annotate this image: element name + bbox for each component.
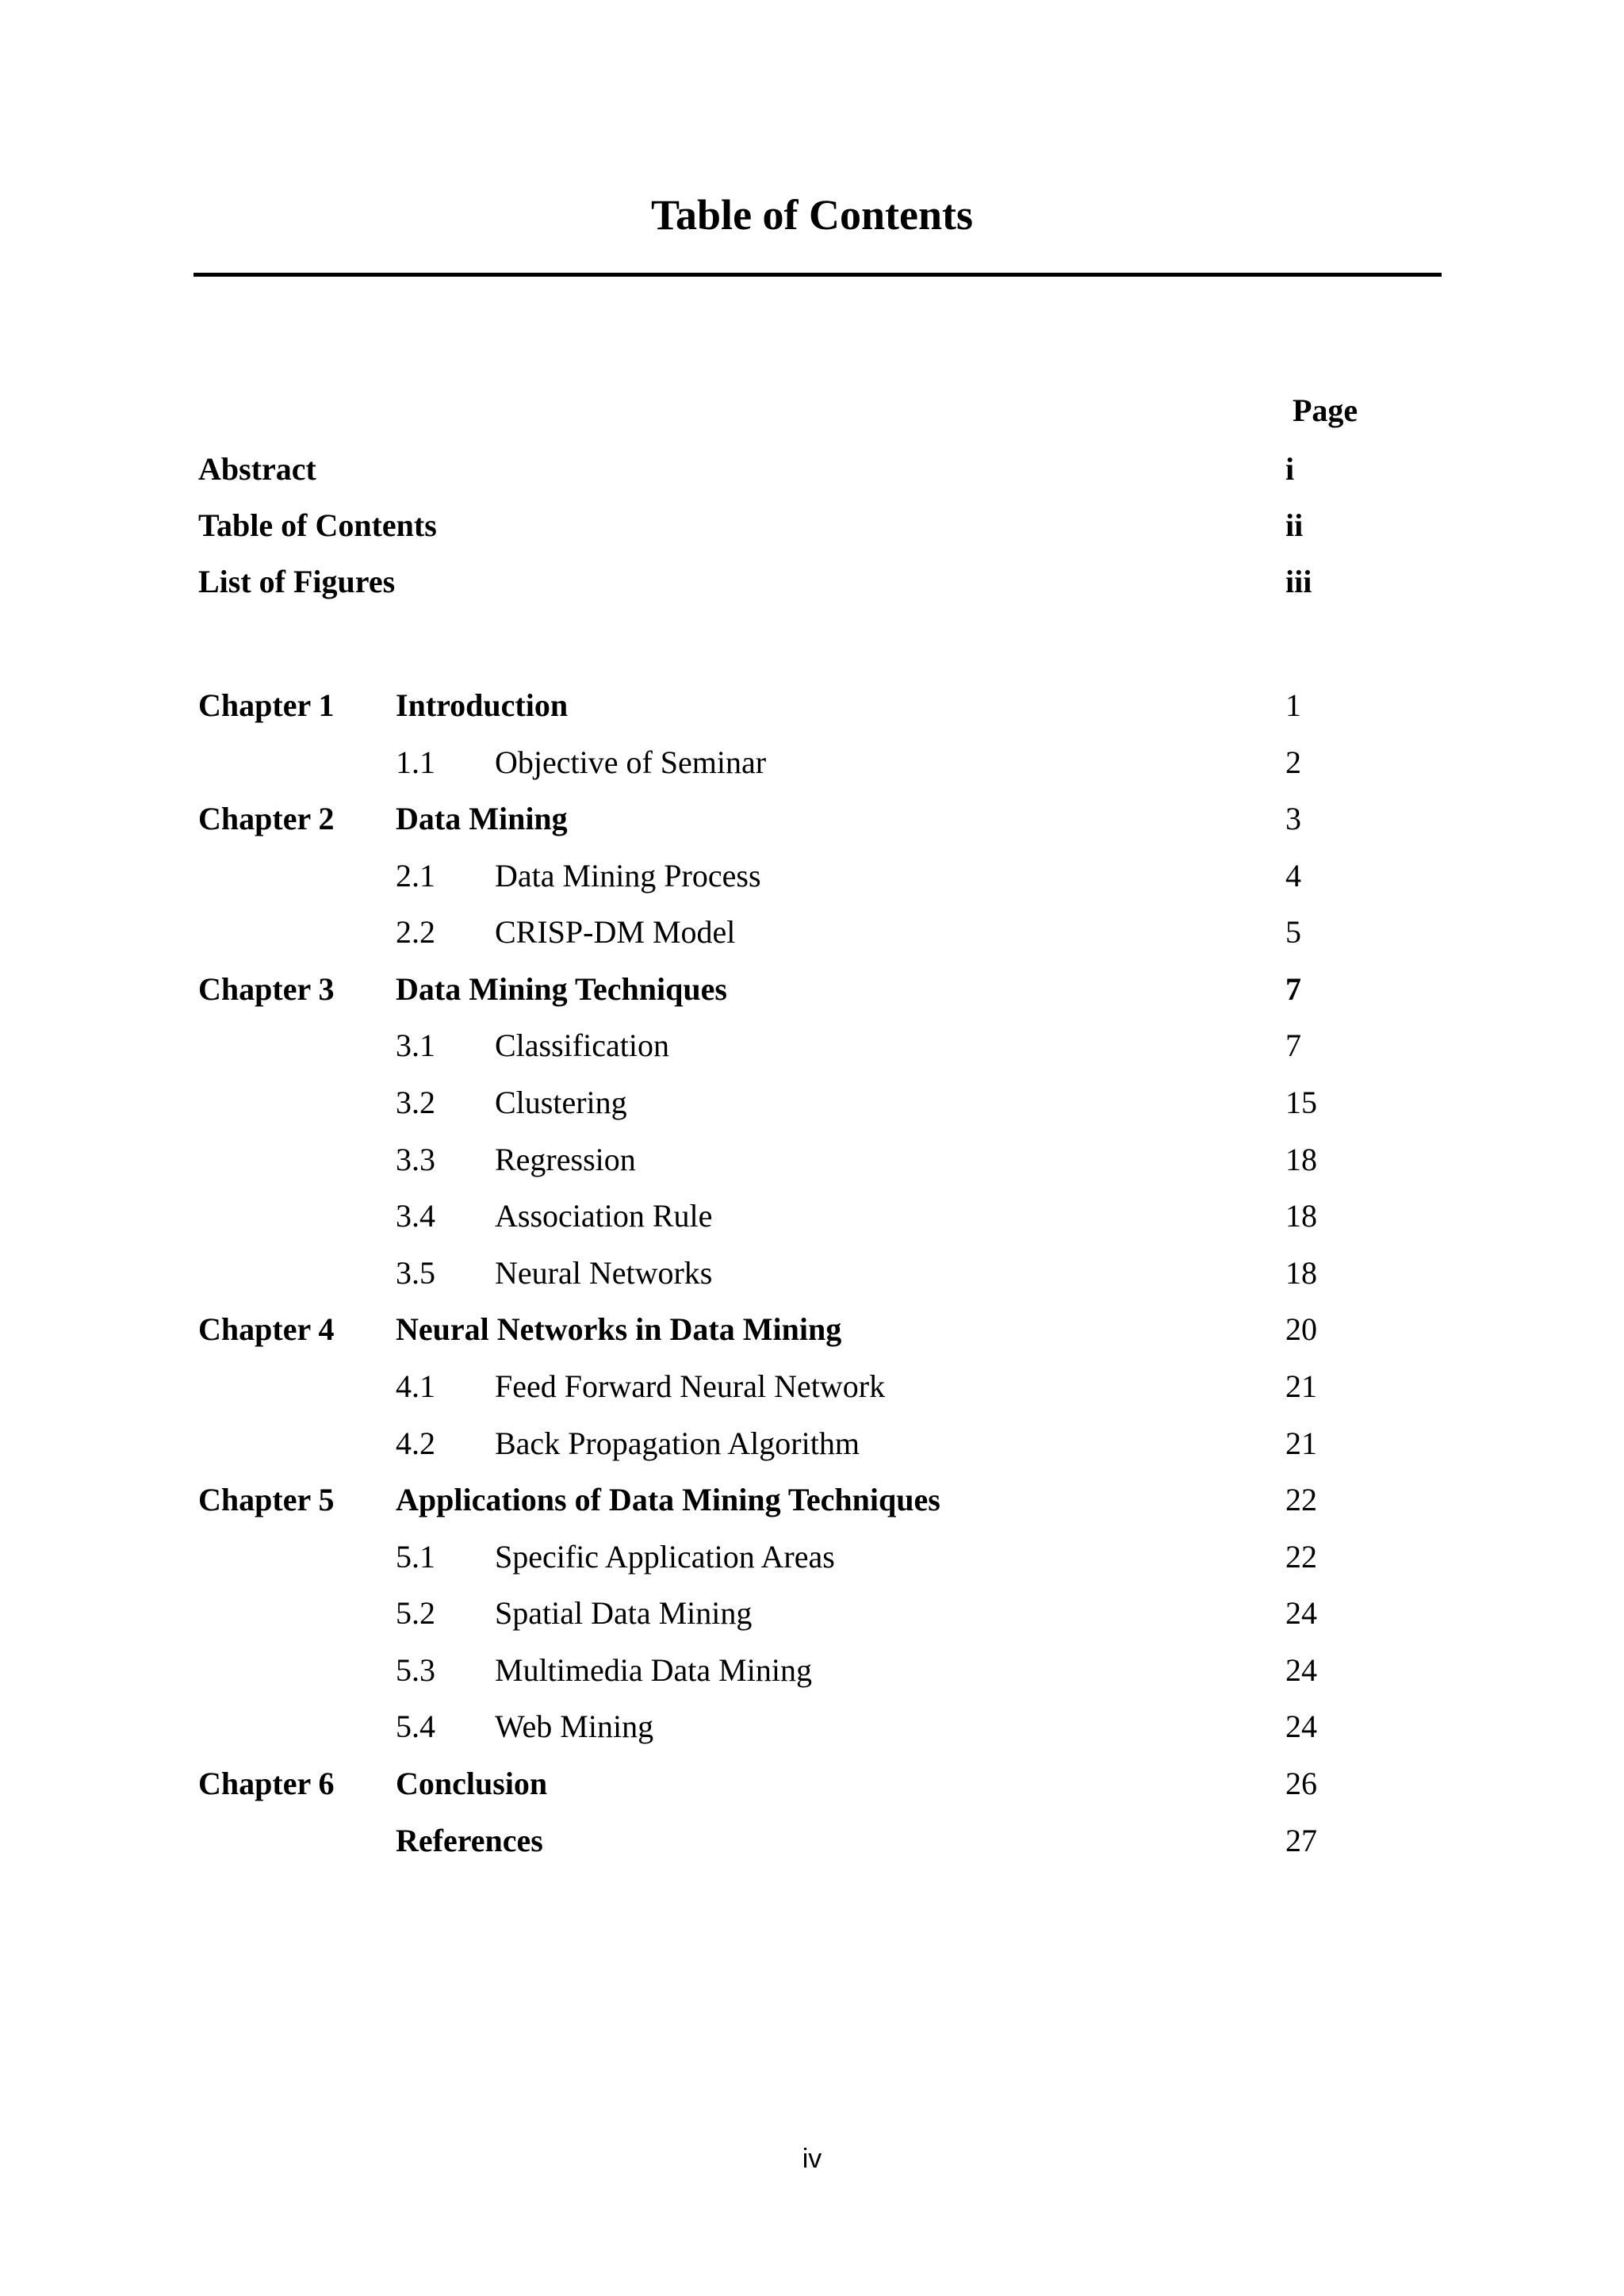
toc-section-2-1 (0, 860, 1624, 908)
section-title: Objective of Seminar (495, 744, 767, 780)
section-page: 7 (1285, 1027, 1301, 1063)
section-title: Multimedia Data Mining (495, 1652, 812, 1688)
toc-entry-label: Table of Contents (198, 507, 437, 543)
chapter-label: Chapter 5 (198, 1482, 335, 1517)
section-number: 3.5 (396, 1255, 435, 1291)
toc-entry-table-of-contents (0, 507, 1624, 557)
chapter-title: Introduction (396, 687, 569, 723)
section-title: Back Propagation Algorithm (495, 1425, 860, 1461)
chapter-page: 7 (1285, 971, 1301, 1007)
section-number: 5.2 (396, 1595, 435, 1631)
chapter-label: Chapter 2 (198, 801, 335, 836)
section-page: 4 (1285, 858, 1301, 894)
section-title: Neural Networks (495, 1255, 713, 1291)
section-page: 18 (1285, 1142, 1317, 1177)
section-number: 3.2 (396, 1085, 435, 1120)
toc-section-5-4 (0, 1711, 1624, 1758)
section-title: Association Rule (495, 1198, 713, 1234)
section-title: Regression (495, 1142, 636, 1177)
section-number: 5.4 (396, 1709, 435, 1744)
toc-chapter-1 (0, 687, 1624, 737)
section-title: CRISP-DM Model (495, 914, 736, 950)
section-title: Classification (495, 1027, 669, 1063)
section-number: 4.1 (396, 1368, 435, 1404)
toc-entry-label: List of Figures (198, 564, 396, 599)
toc-entry-page: i (1285, 451, 1295, 487)
section-page: 5 (1285, 914, 1301, 950)
chapter-title: Applications of Data Mining Techniques (396, 1482, 940, 1517)
section-page: 24 (1285, 1595, 1317, 1631)
references-page: 27 (1285, 1823, 1317, 1858)
toc-chapter-6 (0, 1768, 1624, 1816)
chapter-page: 20 (1285, 1311, 1317, 1347)
toc-section-1-1 (0, 744, 1624, 794)
chapter-label: Chapter 4 (198, 1311, 335, 1347)
toc-entry-page: iii (1285, 564, 1312, 599)
section-number: 3.3 (396, 1142, 435, 1177)
section-title: Data Mining Process (495, 858, 761, 894)
toc-entry-abstract (0, 453, 1624, 501)
chapter-page: 26 (1285, 1766, 1317, 1801)
toc-entry-list-of-figures (0, 566, 1624, 614)
section-title: Clustering (495, 1085, 627, 1120)
toc-chapter-2 (0, 803, 1624, 851)
toc-section-2-2 (0, 916, 1624, 964)
section-page: 18 (1285, 1255, 1317, 1291)
section-number: 5.3 (396, 1652, 435, 1688)
chapter-label: Chapter 3 (198, 971, 335, 1007)
toc-entry-page: ii (1285, 507, 1304, 543)
chapter-page: 3 (1285, 801, 1301, 836)
section-number: 5.1 (396, 1539, 435, 1575)
section-page: 22 (1285, 1539, 1317, 1575)
footer-page-number: iv (802, 2144, 822, 2174)
section-number: 4.2 (396, 1425, 435, 1461)
toc-chapter-4 (0, 1311, 1624, 1361)
section-number: 1.1 (396, 744, 435, 780)
section-page: 21 (1285, 1368, 1317, 1404)
section-page: 2 (1285, 744, 1301, 780)
references-title: References (396, 1823, 543, 1858)
section-page: 24 (1285, 1652, 1317, 1688)
page-title: Table of Contents (650, 191, 974, 239)
section-page: 15 (1285, 1085, 1317, 1120)
toc-section-5-1 (0, 1541, 1624, 1589)
toc-section-3-5 (0, 1257, 1624, 1305)
section-title: Feed Forward Neural Network (495, 1368, 886, 1404)
chapter-title: Conclusion (396, 1766, 548, 1801)
section-page: 18 (1285, 1198, 1317, 1234)
toc-section-3-1 (0, 1027, 1624, 1077)
toc-section-5-2 (0, 1595, 1624, 1645)
section-page: 21 (1285, 1425, 1317, 1461)
section-number: 3.1 (396, 1027, 435, 1063)
toc-section-5-3 (0, 1652, 1624, 1702)
section-number: 3.4 (396, 1198, 435, 1234)
toc-entry-label: Abstract (198, 451, 316, 487)
toc-chapter-5 (0, 1484, 1624, 1532)
toc-section-3-3 (0, 1144, 1624, 1192)
toc-section-3-4 (0, 1200, 1624, 1248)
section-title: Web Mining (495, 1709, 654, 1744)
toc-section-4-2 (0, 1425, 1624, 1475)
toc-chapter-3 (0, 971, 1624, 1021)
toc-section-3-2 (0, 1087, 1624, 1135)
section-number: 2.1 (396, 858, 435, 894)
page-column-header: Page (1293, 392, 1358, 428)
toc-references (0, 1825, 1624, 1873)
toc-section-4-1 (0, 1368, 1624, 1418)
section-number: 2.2 (396, 914, 435, 950)
chapter-title: Neural Networks in Data Mining (396, 1311, 842, 1347)
title-divider (193, 273, 1442, 277)
chapter-page: 1 (1285, 687, 1301, 723)
chapter-page: 22 (1285, 1482, 1317, 1517)
chapter-label: Chapter 6 (198, 1766, 335, 1801)
section-title: Spatial Data Mining (495, 1595, 753, 1631)
section-page: 24 (1285, 1709, 1317, 1744)
chapter-label: Chapter 1 (198, 687, 335, 723)
section-title: Specific Application Areas (495, 1539, 835, 1575)
chapter-title: Data Mining (396, 801, 568, 836)
chapter-title: Data Mining Techniques (396, 971, 727, 1007)
